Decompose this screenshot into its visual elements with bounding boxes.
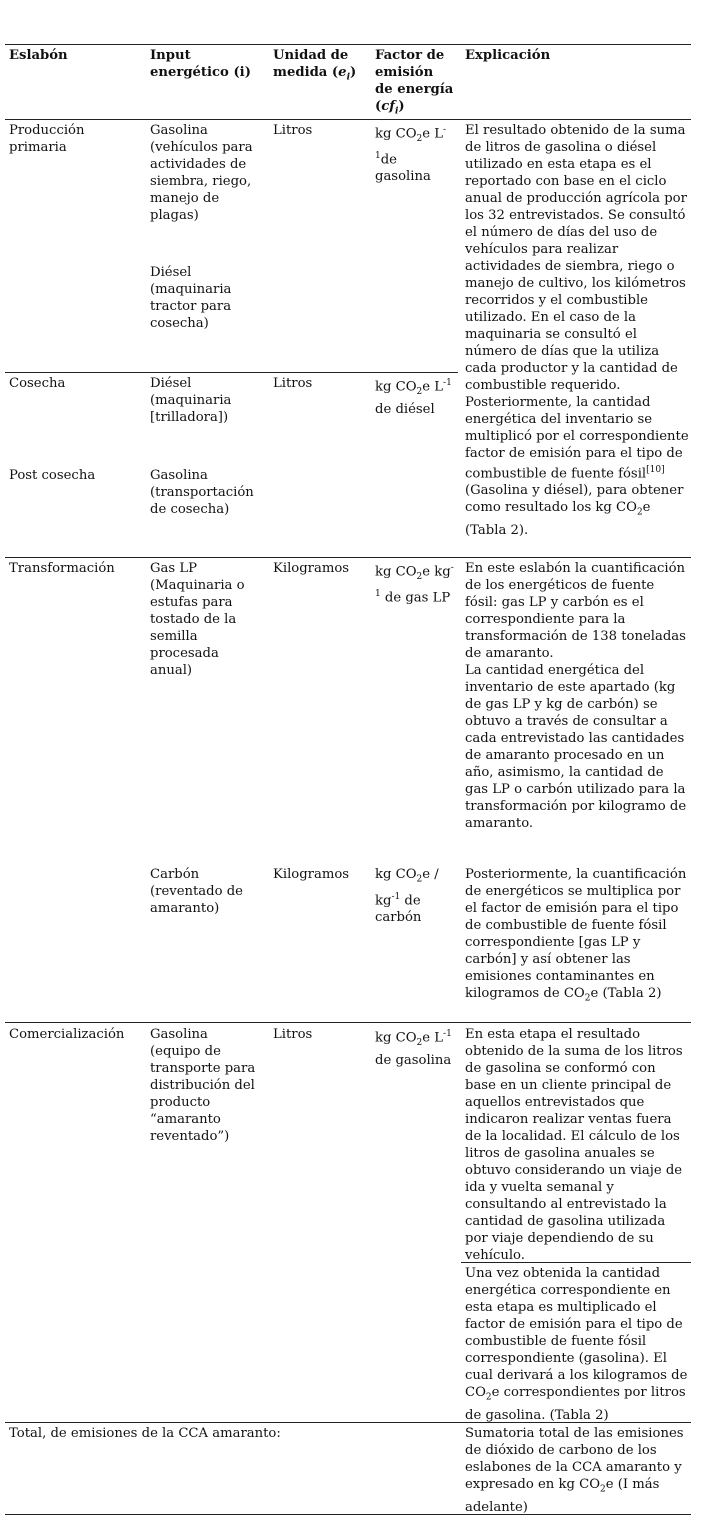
unidad-transformacion-gaslp: Kilogramos xyxy=(273,561,350,576)
eslabon-produccion: Producción primaria xyxy=(9,123,85,155)
cosecha-rule xyxy=(5,372,458,373)
header-bottom-rule xyxy=(5,119,691,120)
eslabon-postcosecha: Post cosecha xyxy=(9,468,96,483)
header-eslabon: Eslabón xyxy=(9,48,68,63)
explicacion-comercializacion-2: Una vez obtenida la cantidad energética correspondiente en esta etapa es multiplicado el factor de emisión para el tipo de combustible de fuente fósil correspondiente (gasolina). El cual derivará a los kilogramos de $CO_2e$ correspondientes por litros de gasolina. (Tabla 2) xyxy=(465,1266,688,1423)
eslabon-cosecha: Cosecha xyxy=(9,376,66,391)
explicacion-transformacion-1: En este eslabón la cuantificación de los energéticos de fuente fósil: gas LP y carbón es el correspondiente para la transformación de 138 toneladas de amaranto. La cantidad energética del inventario de este apartado (kg de gas LP y kg de carbón) se obtuvo a través de consultar a cada entrevistado las cantidades de amaranto procesado en un año, asimismo, la cantidad de gas LP o carbón utilizado para la transformación por kilogramo de amaranto. xyxy=(465,561,687,831)
input-cosecha: Diésel (maquinaria [trilladora]) xyxy=(150,376,232,425)
unidad-cosecha: Litros xyxy=(273,376,313,391)
factor-comercializacion: kg $CO_2e$ $L^{-1}$ de gasolina xyxy=(375,1029,452,1069)
table-top-rule xyxy=(5,44,691,45)
input-transformacion-carbon: Carbón (reventado de amaranto) xyxy=(150,867,243,916)
input-produccion-gasolina: Gasolina (vehículos para actividades de siembra, riego, manejo de plagas) xyxy=(150,123,253,223)
explicacion-comercializacion-1: En esta etapa el resultado obtenido de la suma de los litros de gasolina se conformó con base en un cliente principal de aquellos entrevistados que indicaron realizar ventas fuera de la localidad. El cálculo de los litros de gasolina anuales se obtuvo considerando un viaje de ida y vuelta semanal y consultando al entrevistado la cantidad de gasolina utilizada por viaje dependiendo de su vehículo. xyxy=(465,1027,683,1263)
input-produccion-diesel: Diésel (maquinaria tractor para cosecha) xyxy=(150,265,232,331)
total-label: Total, de emisiones de la CCA amaranto: xyxy=(9,1426,281,1441)
factor-transformacion-carbon: kg $CO_2e / kg^{-1}$ de carbón xyxy=(375,867,439,926)
unidad-produccion: Litros xyxy=(273,123,313,138)
eslabon-transformacion: Transformación xyxy=(9,561,115,576)
total-explicacion: Sumatoria total de las emisiones de dióxido de carbono de los eslabones de la CCA amaranto y expresado en kg $CO_2e$ (I más adelante) xyxy=(465,1426,684,1515)
comercializacion-rule xyxy=(5,1022,691,1023)
factor-produccion: kg $CO_2e$ $L^{-1}de$ gasolina xyxy=(375,125,447,185)
explicacion-produccion-cosecha: El resultado obtenido de la suma de litros de gasolina o diésel utilizado en esta etapa es el reportado con base en el ciclo anual de producción agrícola por los 32 entrevistados. Se consultó el número de días del uso de vehículos para realizar actividades de siembra, riego o manejo de cultivo, los kilómetros recorridos y el combustible utilizado. En el caso de la maquinaria se consultó el número de días que la utiliza cada productor y la cantidad de combustible requerido. Posteriormente, la cantidad energética del inventario se multiplicó por el correspondiente factor de emisión para el tipo de combustible de fuente fósil[10] (Gasolina y diésel), para obtener como resultado los kg $CO_2e$ (Tabla 2). xyxy=(465,123,689,539)
unidad-comercializacion: Litros xyxy=(273,1027,313,1042)
unidad-transformacion-carbon: Kilogramos xyxy=(273,867,350,882)
factor-cosecha: kg $CO_2e$ $L^{-1}$ de diésel xyxy=(375,378,452,418)
input-transformacion-gaslp: Gas LP (Maquinaria o estufas para tostado de la semilla procesada anual) xyxy=(150,561,245,678)
header-input: Input energético (i) xyxy=(150,48,251,80)
header-factor: Factor de emisión de energía $(cf_i)$ xyxy=(375,48,454,117)
input-postcosecha: Gasolina (transportación de cosecha) xyxy=(150,468,254,517)
factor-transformacion-gaslp: kg $CO_2e$ $kg^{-1}$ de gas LP xyxy=(375,563,454,606)
transformacion-rule xyxy=(5,557,691,558)
explicacion-transformacion-2: Posteriormente, la cuantificación de energéticos se multiplica por el factor de emisión para el tipo de combustible de fuente fósil correspondiente [gas LP y carbón] y así obtener las emisiones contaminantes en kilogramos de $CO_2e$ (Tabla 2) xyxy=(465,867,687,1004)
header-explicacion: Explicación xyxy=(465,48,551,63)
header-unidad: Unidad de medida $(e_i)$ xyxy=(273,48,357,83)
input-comercializacion: Gasolina (equipo de transporte para distribución del producto “amaranto reventado”) xyxy=(150,1027,256,1144)
eslabon-comercializacion: Comercialización xyxy=(9,1027,125,1042)
